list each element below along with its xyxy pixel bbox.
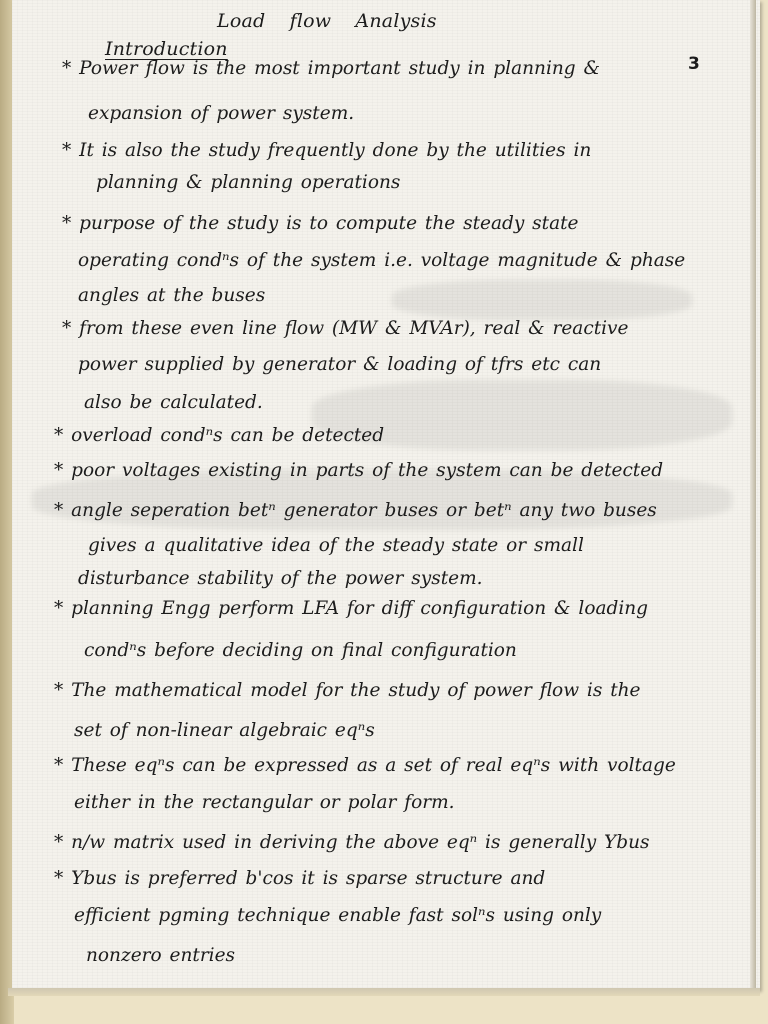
text-line: planning & planning operations: [96, 172, 401, 193]
page-edge-shadow: [750, 0, 756, 990]
section-heading: Introduction: [105, 38, 228, 60]
text-line: * angle seperation betⁿ generator buses or betⁿ any two buses: [54, 500, 657, 521]
text-line: condⁿs before deciding on final configuration: [84, 640, 517, 661]
text-line: * n/w matrix used in deriving the above eqⁿ is generally Ybus: [54, 832, 650, 853]
text-line: also be calculated.: [84, 392, 263, 413]
text-line: operating condⁿs of the system i.e. voltage magnitude & phase: [78, 250, 686, 271]
text-line: * The mathematical model for the study of power flow is the: [54, 680, 641, 701]
text-line: * planning Engg perform LFA for diff configuration & loading: [54, 598, 649, 619]
text-line: set of non-linear algebraic eqⁿs: [74, 720, 375, 741]
text-line: * overload condⁿs can be detected: [54, 425, 385, 446]
text-line: * Ybus is preferred b'cos it is sparse structure and: [54, 868, 546, 889]
page-stack-edge: [8, 988, 760, 996]
notebook-page: [12, 0, 760, 990]
text-line: disturbance stability of the power system.: [78, 568, 483, 589]
text-line: power supplied by generator & loading of tfrs etc can: [78, 354, 602, 375]
text-line: * poor voltages existing in parts of the system can be detected: [54, 460, 664, 481]
text-line: angles at the buses: [78, 285, 266, 306]
text-line: either in the rectangular or polar form.: [74, 792, 455, 813]
text-line: nonzero entries: [86, 945, 236, 966]
page-number: 3: [688, 54, 700, 74]
text-line: * These eqⁿs can be expressed as a set of real eqⁿs with voltage: [54, 755, 676, 776]
text-line: * from these even line flow (MW & MVAr), real & reactive: [62, 318, 629, 339]
page-title: Load flow Analysis: [217, 10, 437, 32]
text-line: efficient pgming technique enable fast solⁿs using only: [74, 905, 602, 926]
text-line: * It is also the study frequently done by the utilities in: [62, 140, 592, 161]
text-line: gives a qualitative idea of the steady state or small: [88, 535, 584, 556]
text-line: expansion of power system.: [88, 103, 355, 124]
text-line: * purpose of the study is to compute the steady state: [62, 213, 579, 234]
scan-smudge: [392, 280, 692, 320]
text-line: * Power flow is the most important study in planning &: [62, 58, 600, 79]
